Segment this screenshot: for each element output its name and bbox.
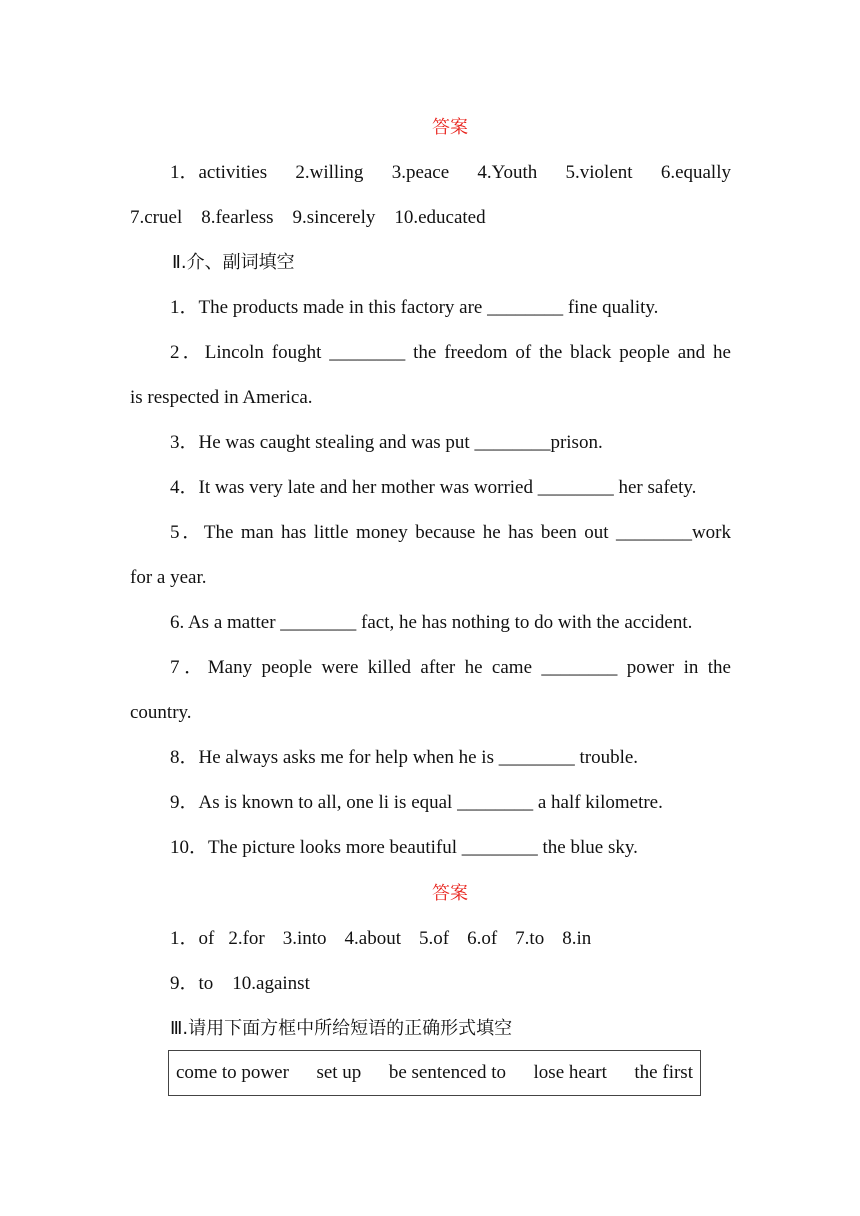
phrase-box	[168, 1050, 701, 1096]
question-9: 9．As is known to all, one li is equal ________ a half kilometre.	[170, 792, 663, 813]
question-2-continued: is respected in America.	[130, 387, 313, 408]
answer-item: 9．to	[170, 973, 214, 994]
question-8: 8．He always asks me for help when he is ________ trouble.	[170, 747, 639, 768]
phrase-item: the first	[634, 1062, 693, 1083]
answer-item: 10.educated	[394, 207, 486, 228]
answer-list-1-line1	[170, 161, 731, 185]
answer-list-2-line1	[170, 927, 731, 951]
answer-list-2-line2	[170, 972, 731, 996]
answer-item: 7.cruel	[130, 207, 183, 228]
section-3-title: Ⅲ.请用下面方框中所给短语的正确形式填空	[170, 1018, 513, 1039]
answer-item: 6.equally	[660, 162, 731, 183]
question-6: 6. As a matter ________ fact, he has nothing to do with the accident.	[170, 612, 693, 633]
answer-item: 5.violent	[565, 162, 633, 183]
question-7-continued: country.	[130, 702, 192, 723]
answer-heading-2: 答案	[432, 883, 468, 904]
answer-item: 7.to	[515, 928, 545, 949]
phrase-item: come to power	[176, 1062, 289, 1083]
phrase-item: set up	[316, 1062, 362, 1083]
answer-item: 10.against	[232, 973, 310, 994]
question-5: 5．The man has little money because he has been out ________work	[170, 522, 731, 543]
answer-item: 1．activities	[170, 162, 268, 183]
section-2-title: Ⅱ.介、副词填空	[172, 252, 295, 273]
phrase-item: be sentenced to	[388, 1062, 506, 1083]
answer-item: 8.in	[562, 928, 592, 949]
answer-item: 2.willing	[295, 162, 364, 183]
question-7: 7．Many people were killed after he came ________ power in the	[170, 657, 731, 678]
question-5-continued: for a year.	[130, 567, 207, 588]
answer-item: 4.about	[344, 928, 402, 949]
answer-item: 2.for	[228, 928, 265, 949]
answer-list-1-line2	[130, 206, 731, 230]
answer-item: 9.sincerely	[292, 207, 376, 228]
question-10: 10．The picture looks more beautiful ________ the blue sky.	[170, 837, 638, 858]
answer-item: 3.peace	[391, 162, 450, 183]
question-4: 4．It was very late and her mother was worried ________ her safety.	[170, 477, 697, 498]
phrase-item: lose heart	[533, 1062, 607, 1083]
question-2: 2．Lincoln fought ________ the freedom of the black people and he	[170, 342, 731, 363]
question-1: 1．The products made in this factory are ________ fine quality.	[170, 297, 659, 318]
answer-item: 1．of	[170, 928, 215, 949]
answer-item: 8.fearless	[201, 207, 274, 228]
answer-item: 3.into	[282, 928, 327, 949]
answer-item: 4.Youth	[477, 162, 538, 183]
answer-item: 5.of	[419, 928, 450, 949]
question-3: 3．He was caught stealing and was put ________prison.	[170, 432, 603, 453]
answer-item: 6.of	[467, 928, 498, 949]
answer-heading-1: 答案	[432, 117, 468, 138]
